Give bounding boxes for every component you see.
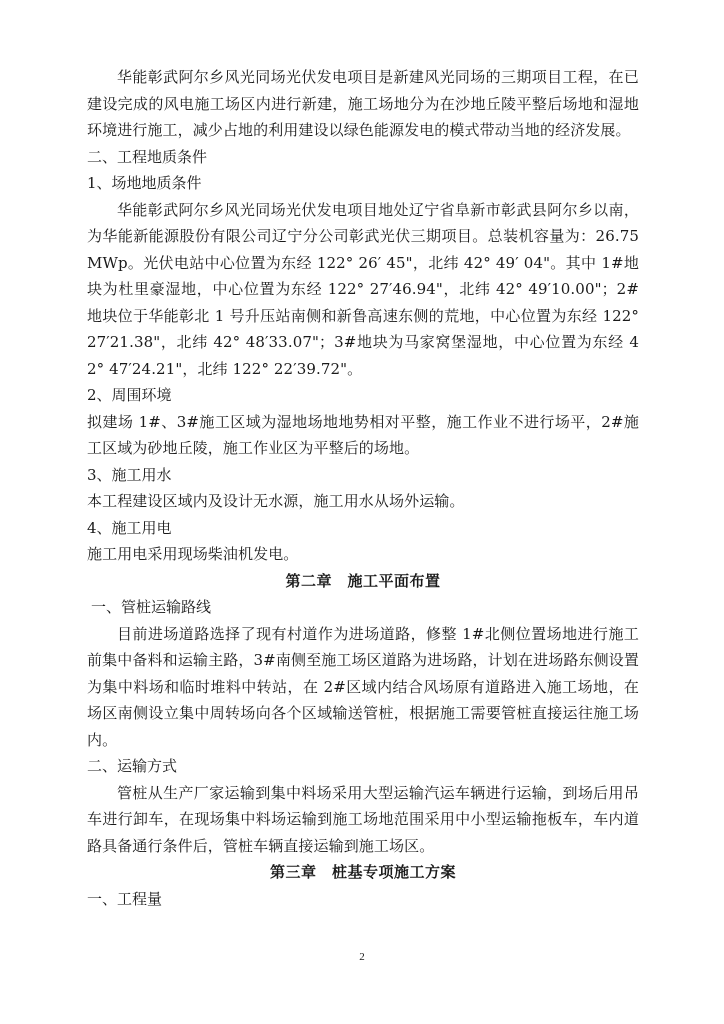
surroundings-paragraph: 拟建场 1#、3#施工区域为湿地场地地势相对平整，施工作业不进行场平，2#施工区域为砂地丘陵，施工作业区为平整后的场地。: [87, 412, 639, 457]
section-heading-quantities: 一、工程量: [87, 889, 163, 908]
site-geology-paragraph: 华能彰武阿尔乡风光同场光伏发电项目地处辽宁省阜新市彰武县阿尔乡以南，为华能新能源股份有限公司辽宁分公司彰武光伏三期项目。总装机容量为：26.75MWp。光伏电站中心位置为东经 122° 26′ 45"，北纬 42° 49′ 04"。其中 1#地块为杜里豪湿地，中心位置为东经 122° 27′46.94"，北纬 42° 49′10.00"；2#地块位于华能彰北 1 号升压站南侧和新鲁高速东侧的荒地，中心位置为东经 122° 27′21.38"，北纬 42° 48′33.07"；3#地块为马家窝堡湿地，中心位置为东经 42° 47′24.21"，北纬 122° 22′39.72"。: [87, 200, 639, 378]
page-number: 2: [359, 951, 365, 963]
subsection-heading-surroundings: 2、周围环境: [87, 386, 172, 404]
section-heading-transport-method: 二、运输方式: [87, 757, 178, 775]
transport-method-paragraph: 管桩从生产厂家运输到集中料场采用大型运输汽运车辆进行运输，到场后用吊车进行卸车，在现场集中料场运输到施工场地范围采用中小型运输拖板车，车内道路具备通行条件后，管桩车辆直接运输到施工场区。: [87, 783, 639, 855]
subsection-heading-power: 4、施工用电: [87, 518, 172, 537]
subsection-heading-water: 3、施工用水: [87, 465, 172, 484]
document-body: [87, 64, 639, 912]
water-paragraph: 本工程建设区域内及设计无水源，施工用水从场外运输。: [87, 492, 465, 510]
chapter-three-title: 第三章 桩基专项施工方案: [269, 863, 456, 881]
intro-paragraph: 华能彰武阿尔乡风光同场光伏发电项目是新建风光同场的三期项目工程，在已建设完成的风电施工场区内进行新建，施工场地分为在沙地丘陵平整后场地和湿地环境进行施工，减少占地的利用建设以绿色能源发电的模式带动当地的经济发展。: [87, 68, 639, 139]
section-heading-transport-route: 一、管桩运输路线: [91, 598, 212, 616]
power-paragraph: 施工用电采用现场柴油机发电。: [87, 545, 299, 563]
section-heading-geology: 二、工程地质条件: [87, 147, 208, 166]
chapter-two-title: 第二章 施工平面布置: [285, 571, 441, 590]
transport-route-paragraph: 目前进场道路选择了现有村道作为进场道路，修整 1#北侧位置场地进行施工前集中备料和运输主路，3#南侧至施工场区道路为进场路，计划在进场路东侧设置为集中料场和临时堆料中转站，在 2#区域内结合风场原有道路进入施工场地，在场区南侧设立集中周转场向各个区域输送管桩，根据施工需要管桩直接运往施工场内。: [87, 624, 639, 749]
subsection-heading-site-geology: 1、场地地质条件: [87, 174, 202, 192]
